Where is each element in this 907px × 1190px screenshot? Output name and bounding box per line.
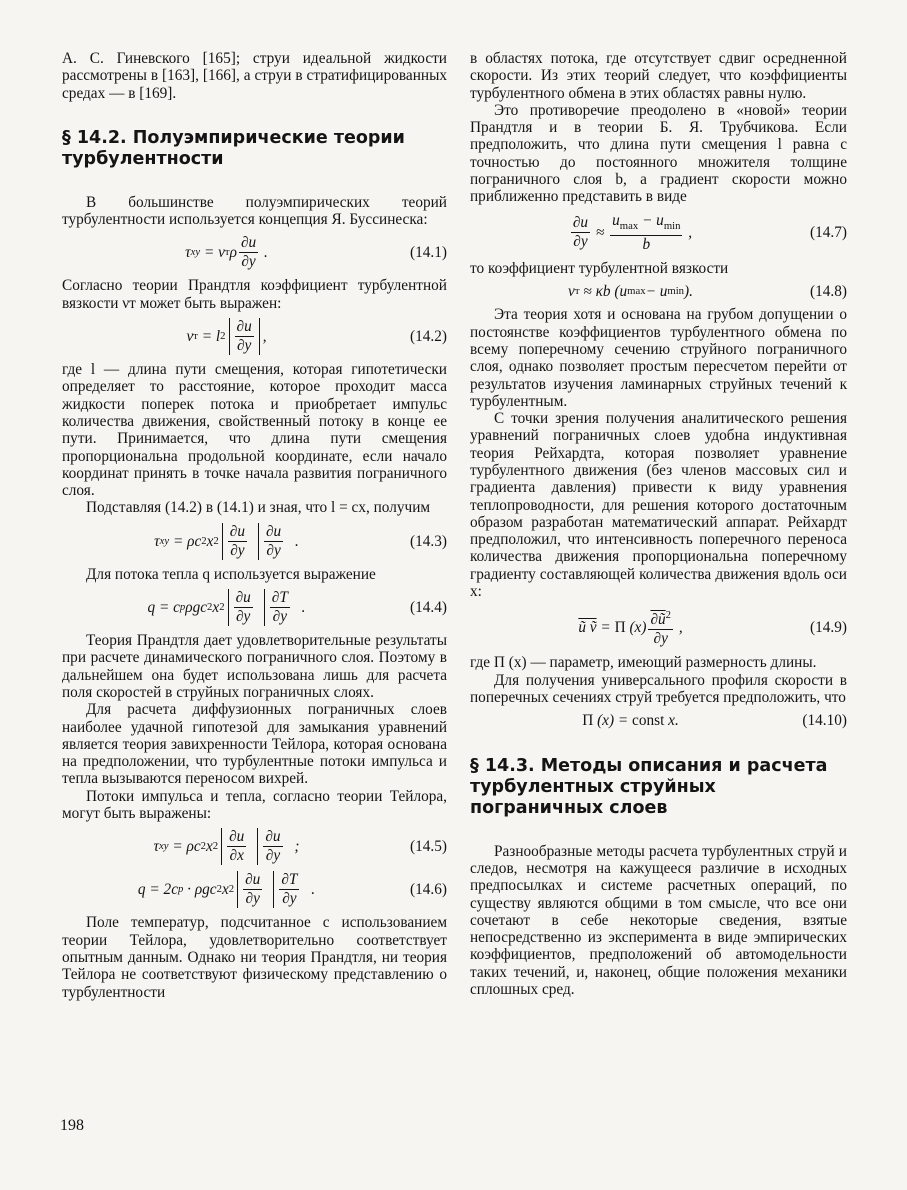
equation-number: (14.2) xyxy=(410,327,447,345)
paragraph: Разнообразные методы расчета турбулентных струй и следов, несмотря на кажущееся различие в исходных предпосылках и системе расчетных операций, по существу являются общими в том смысле, что все они сочетают в себе некоторые сведения, взятые непосредственно из эксперимента в виде эмпирических коэффициентов, предположений об автомодельности таких течений, и, наконец, общие положения механики сплошных сред. xyxy=(470,842,847,999)
paragraph: Подставляя (14.2) в (14.1) и зная, что l = cx, получим xyxy=(86,499,431,517)
paragraph: А. С. Гиневского [165]; струи идеальной жидкости рассмотрены в [163], [166], а струи в стратифицированных средах — в [169]. xyxy=(62,50,447,102)
paragraph: Поле температур, подсчитанное с использованием теории Тейлора, удовлетворительно соответствует опытным данным. Однако ни теория Прандтля, ни теория Тейлора не соответствуют физическому представлению о турбулентности xyxy=(62,914,447,1001)
equation-number: (14.10) xyxy=(802,712,847,730)
equation-14-5: τ xy = ρc 2 x 2 $\frac{\partial u}{\partial x}$ $\frac{\partial u}{\partial y}$ ; (14.5) xyxy=(153,828,447,865)
section-heading-14-2: § 14.2. Полуэмпирические теории турбулентности xyxy=(62,127,405,169)
paragraph: Теория Прандтля дает удовлетворительные результаты при расчете динамического пограничного слоя. Поэтому в дальнейшем она будет использована лишь для расчета поля скоростей в струйных пограничных слоях. xyxy=(62,632,447,701)
equation-14-1: τ xy = ν т ρ $\frac{\partial u}{\partial y}$ . (14.1) xyxy=(185,234,447,271)
paragraph: где l — длина пути смещения, которая гипотетически определяет то расстояние, которое проходит масса жидкости поперек потока и приобретает импульс количества движения, свойственный потоку в конце ее пути. Принимается, что длина пути смещения пропорциональна продольной координате, если начало координат принять в точке начала развития пограничного слоя. xyxy=(62,361,447,500)
paragraph: где Π (x) — параметр, имеющий размерность длины. xyxy=(470,654,817,672)
paragraph: В большинстве полуэмпирических теорий турбулентности используется концепция Я. Буссинеска: xyxy=(62,193,447,229)
equation-14-6: q = 2c p · ρgc 2 x 2 $\frac{\partial u}{\partial y}$ $\frac{\partial T}{\partial y}$ . (14.6) xyxy=(137,871,447,908)
paragraph: Для потока тепла q используется выражение xyxy=(86,565,376,583)
paragraph: Для получения универсального профиля скорости в поперечных сечениях струй требуется предположить, что xyxy=(470,671,847,707)
equation-14-8: ν т ≈ κb (u max − u min ). (14.8) xyxy=(568,283,847,301)
equation-14-2: ν т = l 2 $\frac{\partial u}{\partial y}$ , (14.2) xyxy=(186,318,447,355)
paragraph: Эта теория хотя и основана на грубом допущении о постоянстве коэффициентов турбулентного обмена по всему поперечному сечению струйного пограничного слоя, однако позволяет простым пересчетом перейти от результатов изучения ламинарных струйных течений к турбулентным. xyxy=(470,306,847,410)
paragraph: в областях потока, где отсутствует сдвиг осредненной скорости. Из этих теорий следует, что коэффициенты турбулентного обмена в этих областях равны нулю. xyxy=(470,50,847,102)
equation-number: (14.1) xyxy=(410,244,447,262)
right-column xyxy=(470,50,847,998)
left-column xyxy=(62,50,447,1001)
paragraph: Потоки импульса и тепла, согласно теории Тейлора, могут быть выражены: xyxy=(62,787,447,823)
page-number: 198 xyxy=(60,1117,84,1134)
paragraph: Для расчета диффузионных пограничных слоев наиболее удачной гипотезой для замыкания уравнений является теория завихренности Тейлора, которая основана на предположении, что турбулентные потоки импульса и тепла вызываются переносом вихрей. xyxy=(62,701,447,788)
equation-number: (14.5) xyxy=(410,838,447,856)
equation-number: (14.9) xyxy=(810,618,847,636)
paragraph: Согласно теории Прандтля коэффициент турбулентной вязкости νт может быть выражен: xyxy=(62,277,447,312)
paragraph: Это противоречие преодолено в «новой» теории Прандтля и в теории Б. Я. Трубчикова. Если предположить, что длина пути смещения l равна с точностью до постоянного множителя толщине пограничного слоя b, а градиент скорости можно приближенно представить в виде xyxy=(470,101,847,206)
paragraph: С точки зрения получения аналитического решения уравнений пограничных слоев удобна индуктивная теория Рейхардта, которая позволяет уравнение турбулентного движения (без членов массовых сил и градиента давления) привести к виду уравнения теплопроводности, для решения которого достаточным образом разработан математический аппарат. Рейхардт предположил, что интенсивность поперечного переноса количества движения пропорциональна поперечному градиенту составляющей количества движения вдоль оси x: xyxy=(470,410,847,601)
equation-number: (14.4) xyxy=(410,598,447,616)
equation-14-7: $\frac{\partial u}{\partial y}$ ≈ $\frac{u_{max} - u_{min}}{b}$ , (14.7) xyxy=(572,211,847,253)
equation-14-10: Π (x) = const x. (14.10) xyxy=(582,712,847,730)
section-heading-14-3: § 14.3. Методы описания и расчета турбулентных струйных пограничных слоев xyxy=(470,755,828,818)
equation-number: (14.7) xyxy=(810,224,847,242)
equation-number: (14.8) xyxy=(810,283,847,301)
equation-14-9: ũ ṽ = Π (x) $\frac{\partial ũ^2}{\partial y}$ , (14.9) xyxy=(470,606,847,648)
equation-14-4: q = c p ρgc 2 x 2 $\frac{\partial u}{\partial y}$ $\frac{\partial T}{\partial y}$ . (14.4) xyxy=(147,589,447,626)
equation-number: (14.3) xyxy=(410,532,447,550)
equation-number: (14.6) xyxy=(410,881,447,899)
equation-14-3: τ xy = ρc 2 x 2 $\frac{\partial u}{\partial y}$ $\frac{\partial u}{\partial y}$ . (14.3) xyxy=(154,522,447,559)
paragraph: то коэффициент турбулентной вязкости xyxy=(470,259,729,277)
